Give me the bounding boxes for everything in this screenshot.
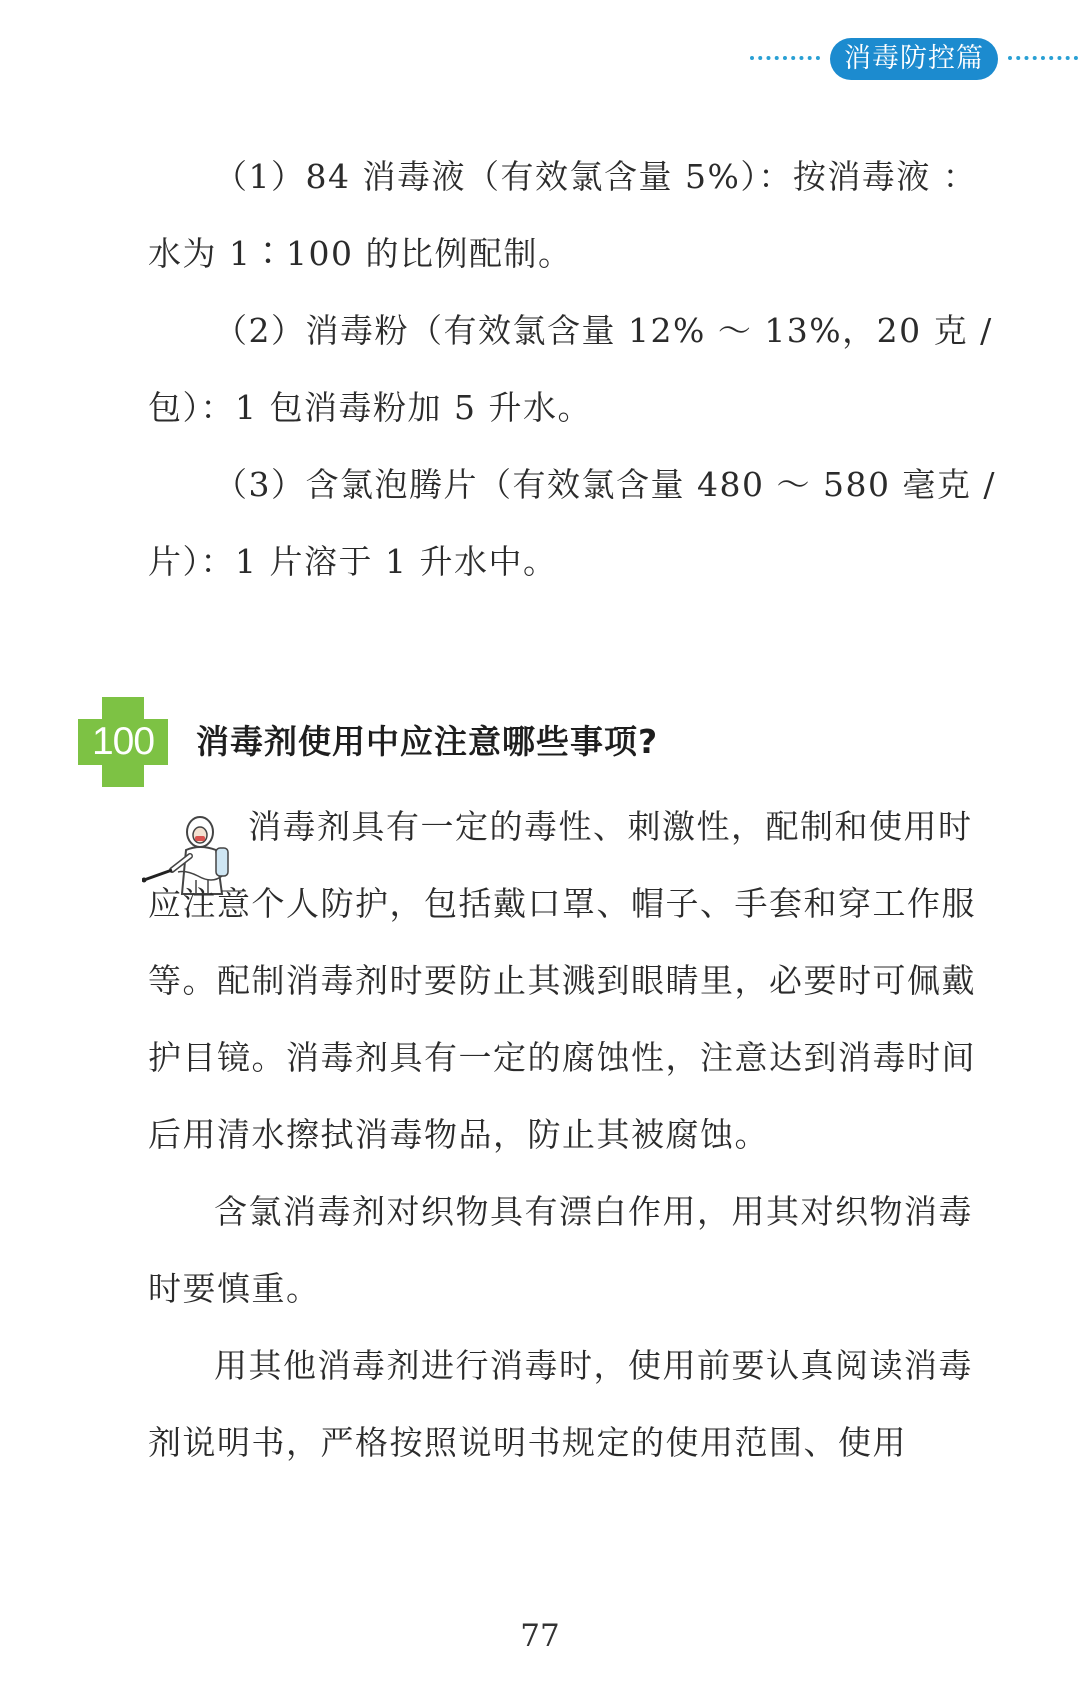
paragraph-other-disinfectants: 用其他消毒剂进行消毒时，使用前要认真阅读消毒剂说明书，严格按照说明书规定的使用范围、使用 [148,1346,973,1462]
header-dotted-rule-right [1008,56,1078,60]
section-heading [78,697,878,787]
paragraph-protection: 消毒剂具有一定的毒性、刺激性，配制和使用时应注意个人防护，包括戴口罩、帽子、手套和穿工作服等。配制消毒剂时要防止其溅到眼睛里，必要时可佩戴护目镜。消毒剂具有一定的腐蚀性，注意达到消毒时间后用清水擦拭消毒物品，防止其被腐蚀。 [148,807,976,1154]
running-header [750,34,1080,82]
question-number: 100 [91,720,155,763]
list-item-1: （1）84 消毒液（有效氯含量 5%）：按消毒液 ：水为 1∶100 的比例配制。 [148,157,978,273]
section-title: 消毒剂使用中应注意哪些事项? [196,722,659,761]
paragraph-bleaching: 含氯消毒剂对织物具有漂白作用，用其对织物消毒时要慎重。 [148,1192,973,1308]
section-body [148,788,1002,1481]
disinfectant-ratio-list [148,138,1002,600]
page-number: 77 [520,1618,560,1654]
section-title-badge: 消毒防控篇 [830,38,998,80]
header-dotted-rule-left [750,56,820,60]
question-number-badge [78,697,168,787]
list-item-3: （3）含氯泡腾片（有效氯含量 480 ～ 580 毫克 / 片）：1 片溶于 1 升水中。 [148,465,997,581]
list-item-2: （2）消毒粉（有效氯含量 12% ～ 13%，20 克 / 包）：1 包消毒粉加 5 升水。 [148,311,993,427]
